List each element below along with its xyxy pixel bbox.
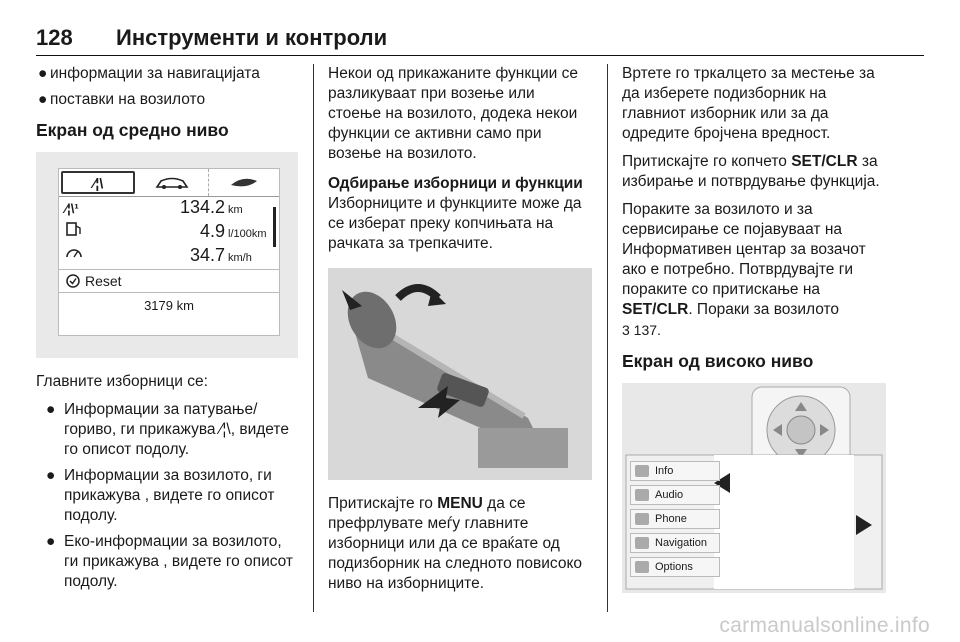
mid-level-display-figure	[36, 152, 298, 358]
column-3	[622, 64, 888, 593]
menu-item-navigation[interactable]: Navigation	[630, 533, 720, 553]
reset-row: Reset	[59, 269, 279, 293]
page-reference: 3 137.	[622, 322, 661, 338]
page-title: Инструменти и контроли	[116, 25, 388, 50]
column-divider	[607, 64, 608, 612]
eco-leaf-icon	[229, 175, 259, 191]
paragraph: Вртете го тркалцето за местење за да изберете подизборник на главниот изборник или за да одредите бројчена вредност.	[622, 65, 875, 142]
menu-item-phone[interactable]: Phone	[630, 509, 720, 529]
car-icon	[154, 175, 190, 191]
list-item: ● Еко-информации за возилото, ги прикажува , видете го описот подолу.	[46, 533, 294, 590]
column-2	[328, 64, 592, 602]
tab-eco	[209, 169, 279, 196]
section-heading: Екран од средно ниво	[36, 120, 229, 140]
list-item: ● Информации за возилото, ги прикажува , видете го описот подолу.	[46, 467, 275, 524]
tab-trip-fuel: ⁄¦\	[61, 171, 135, 194]
menu-item-options[interactable]: Options	[630, 557, 720, 577]
section-heading: Екран од високо ниво	[622, 351, 814, 371]
paragraph: Притискајте го копчето SET/CLR за избирање и потврдување функција.	[622, 153, 880, 190]
turn-signal-stalk-illustration	[328, 268, 592, 480]
paragraph: Пораките за возилото и за сервисирање се појавуваат на Информативен центар за возачот ако е потребно. Потврдувајте ги пораките со притискање на SET/CLR. Пораки за возилото 3 137.	[622, 201, 866, 338]
display-row-fuel: 4.9 l/100km	[59, 221, 279, 245]
list-item: ● поставки на возилото	[38, 91, 206, 108]
menu-list	[630, 461, 720, 581]
display-row-speed: 34.7 km/h	[59, 245, 279, 269]
display-scrollbar	[273, 207, 276, 247]
paragraph: Притискајте го MENU да се префрлувате меѓу главните изборници или да се враќате од подизборник на следното повисоко ниво на изборниците.	[328, 495, 583, 592]
odometer: 3179 km	[144, 298, 194, 313]
stalk-control-figure	[328, 268, 592, 480]
subheading: Одбирање изборници и функции	[328, 175, 583, 192]
fuel-pump-icon	[65, 221, 83, 237]
menu-item-info[interactable]: Info	[630, 461, 720, 481]
page-number: 128	[36, 25, 73, 50]
list-item: ● информации за навигацијата	[38, 65, 260, 82]
watermark: carmanualsonline.info	[719, 614, 930, 637]
menu-item-audio[interactable]: Audio	[630, 485, 720, 505]
driver-info-display	[58, 168, 280, 336]
high-level-display-figure	[622, 383, 886, 593]
intro-text: Главните изборници се:	[36, 373, 208, 390]
column-1	[36, 64, 298, 598]
paragraph: Изборниците и функциите може да се изберат преку копчињата на рачката за трепкачите.	[328, 195, 582, 252]
list-item: ● Информации за патување/ гориво, ги прикажува ⁄¦\, видете го описот подолу.	[46, 401, 289, 458]
page-header	[36, 22, 924, 56]
tab-vehicle	[137, 169, 208, 196]
column-divider	[313, 64, 314, 612]
paragraph: Некои од прикажаните функции се разликуваат при возење или стоење на возилото, додека некои функции се активни само при возење на возилото.	[328, 65, 578, 162]
check-circle-icon	[65, 273, 81, 289]
speedometer-icon	[65, 245, 83, 261]
display-row-range: ⁄¦\¹ 134.2 km	[65, 197, 243, 217]
